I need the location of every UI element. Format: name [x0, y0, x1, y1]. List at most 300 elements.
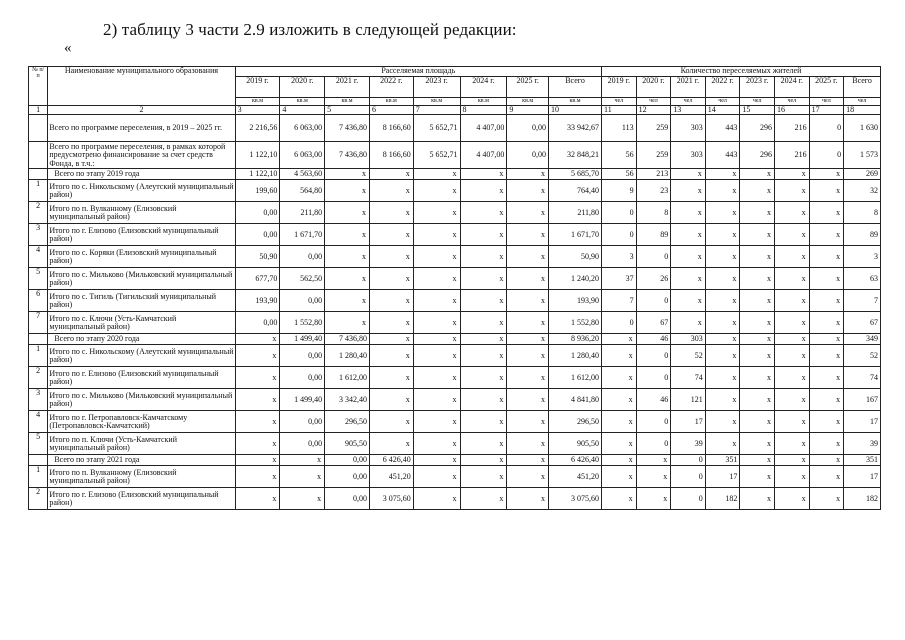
- table-row: [29, 488, 881, 510]
- row-cell: x: [740, 367, 775, 389]
- row-cell: x: [740, 202, 775, 224]
- row-name: Итого по с. Ключи (Усть-Камчатский муниципальный район): [48, 312, 235, 334]
- row-cell: x: [413, 224, 460, 246]
- row-num: 2: [29, 367, 48, 389]
- row-cell: 0: [671, 488, 706, 510]
- row-cell: x: [774, 455, 809, 466]
- row-cell: x: [774, 246, 809, 268]
- header-area-unit: кв.м: [280, 98, 325, 106]
- row-name: Итого по п. Вулканному (Елизовский муниципальный район): [48, 202, 235, 224]
- row-cell: 199,60: [235, 180, 280, 202]
- table-row: [29, 367, 881, 389]
- header-area-unit: кв.м: [325, 98, 370, 106]
- row-cell: x: [740, 334, 775, 345]
- column-index: 3: [235, 106, 280, 115]
- row-cell: x: [809, 224, 844, 246]
- row-num: 1: [29, 466, 48, 488]
- row-name: Итого по с. Коряки (Елизовский муниципальный район): [48, 246, 235, 268]
- row-cell: 0: [636, 345, 671, 367]
- row-cell: 905,50: [325, 433, 370, 455]
- column-index: 17: [809, 106, 844, 115]
- row-cell: 4 407,00: [460, 142, 507, 169]
- row-name: Итого по п. Ключи (Усть-Камчатский муниципальный район): [48, 433, 235, 455]
- row-cell: x: [507, 290, 549, 312]
- row-cell: x: [602, 466, 637, 488]
- row-cell: x: [413, 433, 460, 455]
- row-cell: 0,00: [280, 367, 325, 389]
- row-cell: x: [507, 246, 549, 268]
- row-cell: x: [774, 180, 809, 202]
- header-people-year: 2021 г.: [671, 77, 706, 98]
- table-row: [29, 142, 881, 169]
- row-num: 1: [29, 180, 48, 202]
- row-cell: 0: [602, 312, 637, 334]
- row-cell: x: [507, 169, 549, 180]
- row-cell: x: [235, 367, 280, 389]
- row-cell: 0,00: [507, 115, 549, 142]
- row-cell: 17: [671, 411, 706, 433]
- row-cell: x: [369, 268, 413, 290]
- header-people-year: 2025 г.: [809, 77, 844, 98]
- row-cell: x: [705, 290, 740, 312]
- column-index: 6: [369, 106, 413, 115]
- header-people-unit: чел: [602, 98, 637, 106]
- row-cell: x: [740, 433, 775, 455]
- row-cell: x: [705, 180, 740, 202]
- row-cell: 211,80: [549, 202, 602, 224]
- row-cell: x: [507, 202, 549, 224]
- row-cell: x: [740, 345, 775, 367]
- row-cell: x: [507, 466, 549, 488]
- row-cell: 562,50: [280, 268, 325, 290]
- row-cell: 1 552,80: [280, 312, 325, 334]
- row-cell: 32: [844, 180, 881, 202]
- row-cell: 0,00: [280, 290, 325, 312]
- row-num: [29, 142, 48, 169]
- row-cell: 56: [602, 169, 637, 180]
- row-cell: x: [740, 455, 775, 466]
- row-cell: x: [413, 312, 460, 334]
- row-cell: 50,90: [549, 246, 602, 268]
- row-cell: 182: [705, 488, 740, 510]
- row-cell: x: [774, 389, 809, 411]
- row-cell: x: [460, 202, 507, 224]
- stage-total-row: [29, 334, 881, 345]
- header-people-unit: чел: [705, 98, 740, 106]
- row-cell: x: [602, 334, 637, 345]
- row-cell: 8 166,60: [369, 142, 413, 169]
- row-cell: x: [809, 312, 844, 334]
- row-cell: x: [413, 367, 460, 389]
- row-cell: 113: [602, 115, 637, 142]
- row-cell: x: [705, 433, 740, 455]
- row-name: Итого по г. Елизово (Елизовский муниципальный район): [48, 224, 235, 246]
- row-cell: 63: [844, 268, 881, 290]
- row-cell: x: [235, 411, 280, 433]
- header-area-year: 2019 г.: [235, 77, 280, 98]
- row-cell: 17: [844, 466, 881, 488]
- row-cell: x: [636, 466, 671, 488]
- table-row: [29, 433, 881, 455]
- row-cell: 8 936,20: [549, 334, 602, 345]
- row-cell: 349: [844, 334, 881, 345]
- header-people-unit: чел: [809, 98, 844, 106]
- row-cell: x: [809, 169, 844, 180]
- row-cell: 5 652,71: [413, 115, 460, 142]
- row-cell: 121: [671, 389, 706, 411]
- row-cell: x: [280, 455, 325, 466]
- row-cell: 0,00: [235, 312, 280, 334]
- row-cell: x: [774, 268, 809, 290]
- row-cell: x: [774, 345, 809, 367]
- header-area-year: 2024 г.: [460, 77, 507, 98]
- row-cell: x: [413, 246, 460, 268]
- row-cell: x: [809, 180, 844, 202]
- header-num: № п/ п: [29, 67, 48, 106]
- row-cell: 443: [705, 142, 740, 169]
- row-cell: x: [602, 345, 637, 367]
- row-cell: 1 573: [844, 142, 881, 169]
- row-cell: 193,90: [549, 290, 602, 312]
- stage-total-row: [29, 455, 881, 466]
- row-cell: x: [705, 389, 740, 411]
- row-cell: 6 426,40: [369, 455, 413, 466]
- row-cell: x: [774, 334, 809, 345]
- row-cell: 1 671,70: [280, 224, 325, 246]
- row-cell: x: [369, 290, 413, 312]
- row-cell: 52: [844, 345, 881, 367]
- row-cell: 296,50: [325, 411, 370, 433]
- header-area-unit: кв.м: [413, 98, 460, 106]
- header-people-unit: чел: [844, 98, 881, 106]
- row-num: 4: [29, 246, 48, 268]
- row-cell: 0: [809, 115, 844, 142]
- row-cell: x: [774, 312, 809, 334]
- row-cell: x: [280, 488, 325, 510]
- row-cell: x: [507, 224, 549, 246]
- row-cell: x: [369, 312, 413, 334]
- row-cell: 443: [705, 115, 740, 142]
- row-num: 5: [29, 433, 48, 455]
- row-cell: 303: [671, 115, 706, 142]
- header-people-year: 2019 г.: [602, 77, 637, 98]
- header-people-unit: чел: [636, 98, 671, 106]
- row-cell: x: [740, 389, 775, 411]
- row-cell: 259: [636, 142, 671, 169]
- row-cell: x: [507, 488, 549, 510]
- row-cell: 8 166,60: [369, 115, 413, 142]
- row-cell: 1 499,40: [280, 334, 325, 345]
- row-cell: 296: [740, 115, 775, 142]
- column-index: 13: [671, 106, 706, 115]
- row-cell: x: [809, 411, 844, 433]
- header-area-unit: кв.м: [549, 98, 602, 106]
- table-row: [29, 268, 881, 290]
- row-cell: 1 122,10: [235, 142, 280, 169]
- row-cell: x: [369, 411, 413, 433]
- row-cell: 0: [636, 411, 671, 433]
- row-cell: x: [705, 334, 740, 345]
- row-cell: x: [460, 169, 507, 180]
- table-row: [29, 389, 881, 411]
- header-area-year: Всего: [549, 77, 602, 98]
- column-index: 4: [280, 106, 325, 115]
- row-num: 2: [29, 488, 48, 510]
- row-cell: x: [413, 389, 460, 411]
- table-row: [29, 345, 881, 367]
- row-cell: x: [325, 268, 370, 290]
- row-cell: x: [413, 466, 460, 488]
- row-name: Итого по г. Елизово (Елизовский муниципальный район): [48, 488, 235, 510]
- row-cell: 4 841,80: [549, 389, 602, 411]
- row-cell: 451,20: [369, 466, 413, 488]
- row-cell: 259: [636, 115, 671, 142]
- row-cell: x: [325, 224, 370, 246]
- row-cell: x: [413, 334, 460, 345]
- row-cell: x: [774, 488, 809, 510]
- row-name: Итого по с. Тигиль (Тигильский муниципальный район): [48, 290, 235, 312]
- row-name: Всего по этапу 2019 года: [48, 169, 235, 180]
- row-cell: x: [774, 224, 809, 246]
- row-cell: 52: [671, 345, 706, 367]
- row-cell: x: [325, 246, 370, 268]
- column-index: 10: [549, 106, 602, 115]
- row-cell: x: [740, 466, 775, 488]
- row-cell: x: [671, 180, 706, 202]
- row-cell: 3 075,60: [369, 488, 413, 510]
- row-cell: x: [413, 180, 460, 202]
- row-num: 3: [29, 389, 48, 411]
- column-index: 7: [413, 106, 460, 115]
- row-name: Всего по этапу 2020 года: [48, 334, 235, 345]
- row-cell: x: [809, 202, 844, 224]
- header-people-year: 2020 г.: [636, 77, 671, 98]
- header-area-year: 2022 г.: [369, 77, 413, 98]
- row-cell: x: [809, 488, 844, 510]
- opening-quote: «: [64, 40, 72, 56]
- row-num: 1: [29, 345, 48, 367]
- row-cell: x: [602, 488, 637, 510]
- row-cell: x: [460, 455, 507, 466]
- row-cell: 1 612,00: [549, 367, 602, 389]
- row-num: [29, 455, 48, 466]
- row-cell: x: [602, 367, 637, 389]
- row-cell: 6 063,00: [280, 115, 325, 142]
- row-cell: x: [235, 466, 280, 488]
- row-cell: 46: [636, 334, 671, 345]
- row-cell: 213: [636, 169, 671, 180]
- row-name: Итого по с. Никольскому (Алеутский муниципальный район): [48, 345, 235, 367]
- row-cell: 7 436,80: [325, 115, 370, 142]
- row-cell: x: [740, 169, 775, 180]
- row-num: [29, 115, 48, 142]
- row-cell: x: [507, 367, 549, 389]
- row-cell: 4 563,60: [280, 169, 325, 180]
- column-index: 9: [507, 106, 549, 115]
- row-cell: x: [369, 169, 413, 180]
- row-cell: x: [671, 246, 706, 268]
- row-cell: 0: [636, 290, 671, 312]
- row-cell: x: [369, 389, 413, 411]
- row-cell: 2 216,56: [235, 115, 280, 142]
- row-cell: x: [235, 455, 280, 466]
- row-name: Всего по программе переселения, в рамках которой предусмотрено финансирование за счет средств Фонда, в т.ч.:: [48, 142, 235, 169]
- row-cell: 1 552,80: [549, 312, 602, 334]
- row-cell: x: [460, 312, 507, 334]
- row-cell: x: [705, 246, 740, 268]
- column-index: 14: [705, 106, 740, 115]
- row-cell: x: [280, 466, 325, 488]
- row-cell: 1 280,40: [549, 345, 602, 367]
- row-cell: x: [413, 268, 460, 290]
- row-cell: 32 848,21: [549, 142, 602, 169]
- row-cell: 0: [636, 367, 671, 389]
- row-cell: 1 671,70: [549, 224, 602, 246]
- row-cell: 0,00: [280, 246, 325, 268]
- row-cell: x: [809, 433, 844, 455]
- row-cell: x: [507, 411, 549, 433]
- row-cell: 0,00: [280, 433, 325, 455]
- row-cell: x: [413, 345, 460, 367]
- row-cell: 216: [774, 142, 809, 169]
- row-cell: 0,00: [235, 202, 280, 224]
- row-cell: 216: [774, 115, 809, 142]
- row-cell: 0,00: [507, 142, 549, 169]
- row-cell: x: [705, 345, 740, 367]
- row-cell: x: [369, 345, 413, 367]
- row-cell: x: [235, 433, 280, 455]
- row-cell: x: [460, 367, 507, 389]
- header-people-year: 2023 г.: [740, 77, 775, 98]
- row-cell: 6 426,40: [549, 455, 602, 466]
- row-cell: x: [460, 246, 507, 268]
- row-cell: x: [809, 246, 844, 268]
- row-cell: x: [740, 224, 775, 246]
- row-cell: x: [705, 268, 740, 290]
- row-cell: x: [671, 290, 706, 312]
- row-cell: x: [774, 433, 809, 455]
- row-cell: 8: [844, 202, 881, 224]
- row-cell: x: [705, 224, 740, 246]
- row-cell: 1 122,10: [235, 169, 280, 180]
- row-cell: x: [460, 224, 507, 246]
- row-cell: 0,00: [235, 224, 280, 246]
- column-index: 15: [740, 106, 775, 115]
- row-cell: 0: [602, 202, 637, 224]
- row-cell: x: [809, 367, 844, 389]
- column-index: 8: [460, 106, 507, 115]
- row-cell: 26: [636, 268, 671, 290]
- row-cell: x: [235, 389, 280, 411]
- column-index: 18: [844, 106, 881, 115]
- row-cell: x: [740, 411, 775, 433]
- row-cell: 56: [602, 142, 637, 169]
- row-cell: x: [809, 389, 844, 411]
- row-cell: x: [460, 268, 507, 290]
- row-cell: x: [774, 466, 809, 488]
- header-people-year: 2024 г.: [774, 77, 809, 98]
- column-index: 11: [602, 106, 637, 115]
- row-name: Всего по программе переселения, в 2019 – 2025 гг.: [48, 115, 235, 142]
- row-num: 2: [29, 202, 48, 224]
- header-people-unit: чел: [774, 98, 809, 106]
- row-cell: x: [413, 290, 460, 312]
- table-row: [29, 312, 881, 334]
- header-area-unit: кв.м: [235, 98, 280, 106]
- table-row: [29, 466, 881, 488]
- row-cell: x: [705, 169, 740, 180]
- row-cell: x: [507, 433, 549, 455]
- column-index: 2: [48, 106, 235, 115]
- row-cell: x: [705, 411, 740, 433]
- row-cell: x: [369, 202, 413, 224]
- row-name: Итого по г. Елизово (Елизовский муниципальный район): [48, 367, 235, 389]
- row-cell: x: [671, 268, 706, 290]
- row-cell: 0,00: [325, 488, 370, 510]
- row-cell: 1 240,20: [549, 268, 602, 290]
- row-cell: x: [460, 389, 507, 411]
- row-cell: x: [460, 411, 507, 433]
- row-cell: x: [774, 290, 809, 312]
- row-cell: 7 436,80: [325, 142, 370, 169]
- row-cell: x: [602, 411, 637, 433]
- row-cell: 269: [844, 169, 881, 180]
- row-cell: x: [636, 488, 671, 510]
- row-cell: 3 075,60: [549, 488, 602, 510]
- section-heading: 2) таблицу 3 части 2.9 изложить в следующей редакции:: [103, 20, 517, 39]
- row-cell: 1 499,40: [280, 389, 325, 411]
- resettlement-table: [28, 66, 881, 510]
- row-cell: x: [774, 367, 809, 389]
- row-cell: x: [460, 488, 507, 510]
- row-cell: x: [774, 411, 809, 433]
- row-cell: x: [507, 312, 549, 334]
- row-cell: 3: [844, 246, 881, 268]
- row-cell: 50,90: [235, 246, 280, 268]
- row-cell: x: [413, 169, 460, 180]
- row-cell: 9: [602, 180, 637, 202]
- row-cell: 303: [671, 334, 706, 345]
- header-area-year: 2020 г.: [280, 77, 325, 98]
- row-cell: 0: [671, 466, 706, 488]
- row-num: 7: [29, 312, 48, 334]
- row-cell: x: [809, 334, 844, 345]
- column-index: 16: [774, 106, 809, 115]
- row-cell: x: [602, 389, 637, 411]
- row-cell: 296: [740, 142, 775, 169]
- row-name: Всего по этапу 2021 года: [48, 455, 235, 466]
- column-index: 5: [325, 106, 370, 115]
- row-cell: 67: [844, 312, 881, 334]
- row-cell: 5 652,71: [413, 142, 460, 169]
- row-cell: 351: [844, 455, 881, 466]
- row-cell: 0,00: [280, 411, 325, 433]
- row-name: Итого по с. Мильково (Мильковский муниципальный район): [48, 268, 235, 290]
- row-cell: x: [507, 455, 549, 466]
- row-num: [29, 334, 48, 345]
- row-cell: x: [809, 455, 844, 466]
- stage-total-row: [29, 169, 881, 180]
- row-name: Итого по г. Петропавловск-Камчатскому (Петропавловск-Камчатский): [48, 411, 235, 433]
- table-row: [29, 246, 881, 268]
- row-cell: x: [809, 345, 844, 367]
- row-cell: 193,90: [235, 290, 280, 312]
- row-cell: 89: [844, 224, 881, 246]
- row-cell: 0,00: [325, 466, 370, 488]
- row-cell: 23: [636, 180, 671, 202]
- row-cell: 296,50: [549, 411, 602, 433]
- row-cell: x: [809, 290, 844, 312]
